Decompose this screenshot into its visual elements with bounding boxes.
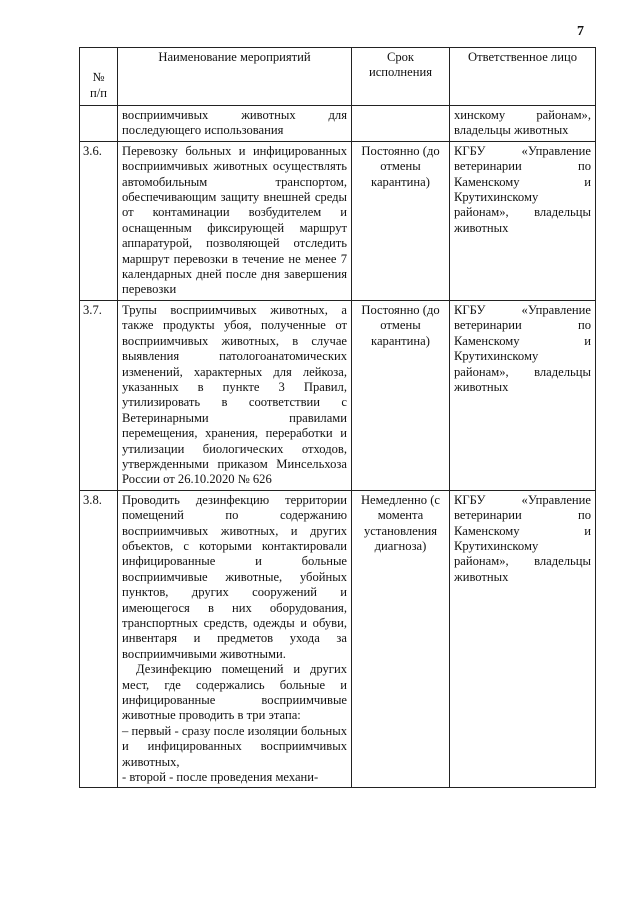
- row-responsible: КГБУ «Управление ветеринарии по Каменскому и Крутихинскому районам», владельцы животных: [450, 490, 596, 788]
- header-number: [80, 48, 118, 106]
- measure-list-item: - второй - после проведения механи-: [122, 770, 319, 785]
- row-responsible: КГБУ «Управление ветеринарии по Каменскому и Крутихинскому районам», владельцы животных: [450, 300, 596, 490]
- row-measure: [118, 490, 352, 788]
- row-term: Постоянно (до отмены карантина): [352, 300, 450, 490]
- header-name: Наименование мероприятий: [118, 48, 352, 106]
- row-responsible: КГБУ «Управление ветеринарии по Каменскому и Крутихинскому районам», владельцы животных: [450, 141, 596, 300]
- row-number: 3.6.: [80, 141, 118, 300]
- measure-paragraph: Проводить дезинфекцию территории помещений по содержанию восприимчивых животных, и других объектов, с которыми контактировали инфицированные и больные восприимчивые животные, убойных пунктов, других сооружений и имеющегося в них оборудования, транспортных средств, одежды и обуви, инвентаря и предметов ухода за восприимчивыми животными.: [122, 492, 347, 661]
- row-term: Постоянно (до отмены карантина): [352, 141, 450, 300]
- page-number: 7: [577, 24, 584, 39]
- row-responsible: хинскому районам», владельцы животных: [450, 106, 596, 142]
- row-term: [352, 106, 450, 142]
- row-measure: Трупы восприимчивых животных, а также продукты убоя, полученные от восприимчивых животных, в случае выявления патологоанатомических изменений, характерных для лейкоза, указанных в пункте 3 Правил, утилизировать в соответствии с Ветеринарными правилами перемещения, хранения, переработки и утилизации биологических отходов, утвержденными приказом Минсельхоза России от 26.10.2020 № 626: [118, 300, 352, 490]
- row-measure: Перевозку больных и инфицированных восприимчивых животных осуществлять автомобильным транспортом, обеспечивающим защиту внешней среды от контаминации возбудителем и оснащенным фиксирующей маршрут аппаратурой, позволяющей отследить маршрут перевозки в течение не менее 7 календарных дней после дня завершения перевозки: [118, 141, 352, 300]
- header-term: Срок исполнения: [352, 48, 450, 106]
- row-number: 3.8.: [80, 490, 118, 788]
- table-row: [80, 300, 596, 490]
- header-number-text: № п/п: [90, 70, 107, 100]
- row-term: Немедленно (с момента установления диагноза): [352, 490, 450, 788]
- measure-paragraph: Дезинфекцию помещений и других мест, где содержались больные и инфицированные восприимчивые животные проводить в три этапа:: [122, 662, 347, 723]
- row-number: 3.7.: [80, 300, 118, 490]
- measure-list-item: – первый - сразу после изоляции больных и инфицированных восприимчивых животных,: [122, 723, 347, 769]
- header-responsible: Ответственное лицо: [450, 48, 596, 106]
- row-number: [80, 106, 118, 142]
- row-measure: восприимчивых животных для последующего использования: [118, 106, 352, 142]
- table-row: [80, 490, 596, 788]
- table-header-row: [80, 48, 596, 106]
- table-row: [80, 141, 596, 300]
- measures-table: [79, 47, 596, 788]
- table-row: [80, 106, 596, 142]
